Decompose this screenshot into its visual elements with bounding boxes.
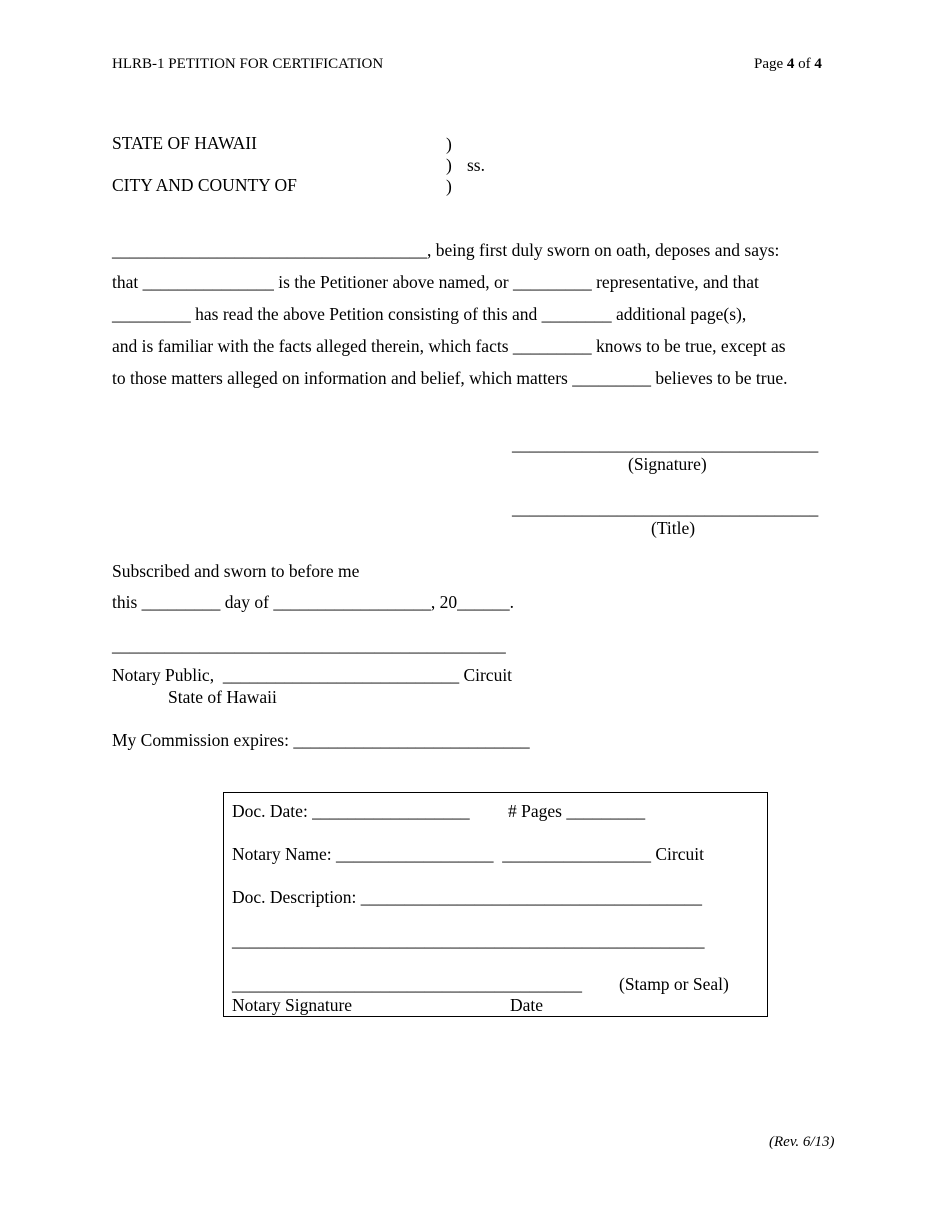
box-stamp-label: (Stamp or Seal) (619, 974, 729, 994)
signature-line: ___________________________________ (512, 434, 819, 454)
box-doc-description: Doc. Description: _______________________________________ (232, 887, 703, 907)
page-of: of (794, 56, 815, 72)
page-prefix: Page (754, 56, 787, 72)
jurat-this-day: this _________ day of __________________, 20______. (112, 592, 515, 612)
title-line: ___________________________________ (512, 498, 819, 518)
commission-expires: My Commission expires: ___________________________ (112, 730, 530, 750)
venue-state: STATE OF HAWAII (112, 133, 257, 153)
box-doc-date: Doc. Date: __________________ (232, 801, 470, 821)
box-date-label: Date (510, 995, 544, 1015)
venue-paren-3: ) (446, 176, 452, 196)
box-notary-signature-label: Notary Signature (232, 995, 353, 1015)
notary-state: State of Hawaii (168, 687, 277, 707)
page-current: 4 (786, 56, 795, 72)
signature-label: (Signature) (628, 454, 707, 474)
affidavit-line-5: to those matters alleged on information and belief, which matters _________ believes to be true. (112, 368, 788, 388)
venue-paren-1: ) (446, 134, 452, 154)
revision-note: (Rev. 6/13) (769, 1134, 835, 1150)
venue-paren-2: ) (446, 155, 452, 175)
title-label: (Title) (651, 518, 696, 538)
form-title: HLRB-1 PETITION FOR CERTIFICATION (112, 56, 384, 72)
box-signature-line: ________________________________________ (232, 974, 582, 994)
affidavit-line-1: ____________________________________, being first duly sworn on oath, deposes and says: (112, 240, 780, 260)
page-total: 4 (814, 56, 822, 72)
page-number (754, 57, 822, 72)
box-pages: # Pages _________ (508, 801, 646, 821)
affidavit-line-4: and is familiar with the facts alleged therein, which facts _________ knows to be true, except as (112, 336, 786, 356)
affidavit-line-2: that _______________ is the Petitioner above named, or _________ representative, and that (112, 272, 759, 292)
affidavit-line-3: _________ has read the above Petition consisting of this and ________ additional page(s), (112, 304, 747, 324)
notary-signature-line: _____________________________________________ (112, 635, 506, 655)
notary-public-line: Notary Public, ___________________________ Circuit (112, 665, 513, 685)
venue-county: CITY AND COUNTY OF (112, 175, 297, 195)
jurat-subscribed: Subscribed and sworn to before me (112, 561, 360, 581)
venue-ss: ss. (467, 155, 485, 175)
box-blank-line: ______________________________________________________ (232, 930, 705, 950)
box-notary-name: Notary Name: __________________ _________________ Circuit (232, 844, 704, 864)
